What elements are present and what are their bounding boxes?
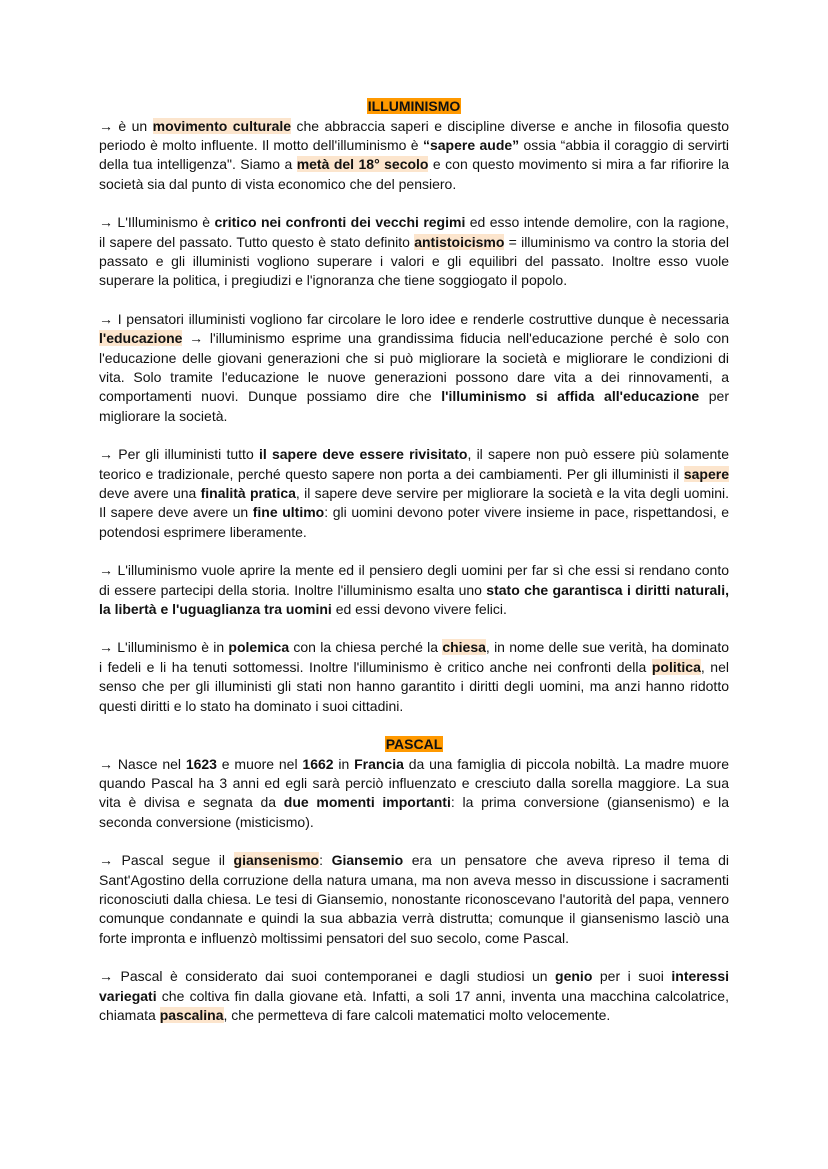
text-run: , che permetteva di fare calcoli matematici molto velocemente. — [223, 1007, 611, 1024]
text-run: → Pascal segue il — [99, 852, 234, 869]
text-run: , in nome delle sue verità, ha dominato i fedeli e li ha tenuti sottomessi. Inoltre l'illuminismo è critico anche nei confronti della — [99, 639, 729, 675]
paragraph — [99, 117, 729, 195]
paragraph — [99, 967, 729, 1025]
text-run: → L'Illuminismo è — [99, 214, 215, 231]
text-run: ed essi devono vivere felici. — [331, 601, 507, 618]
text-run: → Per gli illuministi tutto — [99, 446, 259, 463]
paragraph — [99, 755, 729, 833]
text-run: con la chiesa perché la — [289, 639, 443, 656]
text-run: che abbraccia saperi e discipline diverse e anche in filosofia questo periodo è molto influente. Il motto dell'illuminismo è — [99, 117, 729, 153]
bold-term: Giansemio — [331, 852, 404, 869]
text-run: che coltiva fin dalla giovane età. Infatti, a soli 17 anni, inventa una macchina calcolatrice, chiamata — [99, 987, 729, 1024]
section-title — [99, 735, 729, 755]
text-run: → I pensatori illuministi vogliono far circolare le loro idee e renderle costruttive dunque è necessaria — [99, 310, 729, 327]
text-run: → è un — [99, 117, 153, 134]
text-run: → Nasce nel — [99, 755, 186, 772]
text-run: : la prima conversione (giansenismo) e la seconda conversione (misticismo). — [99, 794, 729, 830]
text-run: , il sapere non può essere più solamente teorico e tradizionale, perché questo sapere non porta a dei cambiamenti. Per gli illuministi il — [99, 446, 729, 482]
paragraph — [99, 851, 729, 948]
paragraph — [99, 561, 729, 619]
bold-term: il sapere deve essere rivisitato — [258, 446, 468, 463]
bold-term: due momenti importanti — [283, 794, 451, 811]
text-run: per i suoi — [592, 968, 672, 985]
bold-term: fine ultimo — [252, 504, 325, 521]
bold-term: Francia — [354, 755, 404, 772]
text-run: per migliorare la società. — [99, 388, 729, 424]
text-run: → Pascal è considerato dai suoi contemporanei e dagli studiosi un — [99, 968, 556, 985]
bold-term: genio — [555, 968, 593, 985]
bold-term: “sapere aude” — [422, 136, 520, 153]
bold-term: critico nei confronti dei vecchi regimi — [214, 214, 466, 231]
text-run: , nel senso che per gli illuministi gli stati non hanno garantito i diritti degli uomini, ma anzi hanno ridotto questi diritti e lo stato ha dominato i suoi cittadini. — [99, 658, 729, 714]
text-run: = illuminismo va contro la storia del passato e gli illuministi vogliono superare i valori e gli equilibri del passato. Inoltre esso vuole superare la politica, i pregiudizi e l'ignoranza che tiene soggiogato il popolo. — [99, 233, 729, 289]
document-content — [99, 97, 729, 1025]
section-title-text: ILLUMINISMO — [367, 98, 461, 114]
highlighted-term: politica — [651, 658, 701, 675]
text-run: → L'illuminismo vuole aprire la mente ed il pensiero degli uomini per far sì che essi si rendano conto di essere partecipi della storia. Inoltre l'illuminismo esalta uno — [99, 562, 729, 598]
bold-term: 1623 — [185, 755, 217, 772]
bold-term: polemica — [228, 639, 290, 656]
text-run: , il sapere deve servire per migliorare la società e la vita degli uomini. Il sapere deve avere un — [99, 485, 729, 521]
highlighted-term: pascalina — [159, 1007, 224, 1024]
text-run: deve avere una — [99, 485, 201, 501]
text-run: e muore nel — [216, 755, 303, 772]
bold-term: l'illuminismo si affida all'educazione — [441, 388, 700, 405]
text-run: ed esso intende demolire, con la ragione, il sapere del passato. Tutto questo è stato definito — [99, 214, 729, 250]
highlighted-term: giansenismo — [233, 852, 320, 869]
section-title — [99, 97, 729, 117]
highlighted-term: sapere — [683, 465, 729, 482]
text-run: era un pensatore che aveva ripreso il tema di Sant'Agostino della corruzione della natura umana, ma non aveva messo in discussione i sacramenti riconosciuti dalla chiesa. Le tesi di Giansemio, nonostante riconoscevano l'autorità del papa, vennero comunque condannate e quindi la sua abbazia verrà distrutta; comunque il giansenismo lasciò una forte impronta e influenzò moltissimi pensatori del suo secolo, come Pascal. — [99, 852, 730, 946]
text-run: e con questo movimento si mira a far rifiorire la società sia dal punto di vista economico che del pensiero. — [99, 156, 729, 192]
text-run: → l'illuminismo esprime una grandissima fiducia nell'educazione perché è solo con l'educazione delle giovani generazioni che si può migliorare la società e migliorare le condizioni di vita. Solo tramite l'educazione le nuove generazioni possono dare vita a dei rinnovamenti, a comportamenti nuovi. Dunque possiamo dire che — [99, 330, 729, 405]
text-run: in — [333, 755, 355, 772]
bold-term: finalità pratica — [200, 485, 296, 501]
paragraph — [99, 310, 729, 426]
bold-term: interessi variegati — [99, 968, 729, 1004]
text-run: ossia “abbia il coraggio di servirti della tua intelligenza". Siamo a — [99, 136, 729, 173]
text-run: → L'illuminismo è in — [99, 639, 229, 656]
paragraph — [99, 445, 729, 542]
highlighted-term: l'educazione — [99, 330, 183, 347]
highlighted-term: chiesa — [442, 639, 486, 656]
paragraph — [99, 213, 729, 291]
bold-term: 1662 — [302, 755, 334, 772]
highlighted-term: antistoicismo — [414, 233, 505, 250]
text-run: : — [319, 852, 332, 869]
highlighted-term: metà del 18° secolo — [296, 156, 429, 173]
text-run: : gli uomini devono poter vivere insieme in pace, rispettandosi, e potendosi esprimere liberamente. — [99, 504, 729, 540]
paragraph — [99, 638, 729, 716]
bold-term: stato che garantisca i diritti naturali, la libertà e l'uguaglianza tra uomini — [99, 581, 729, 618]
highlighted-term: movimento culturale — [152, 117, 292, 134]
text-run: da una famiglia di piccola nobiltà. La madre muore quando Pascal ha 3 anni ed egli sarà perciò influenzato e cresciuto dalla sorella maggiore. La sua vita è divisa e segnata da — [99, 755, 729, 811]
section-title-text: PASCAL — [385, 736, 443, 753]
